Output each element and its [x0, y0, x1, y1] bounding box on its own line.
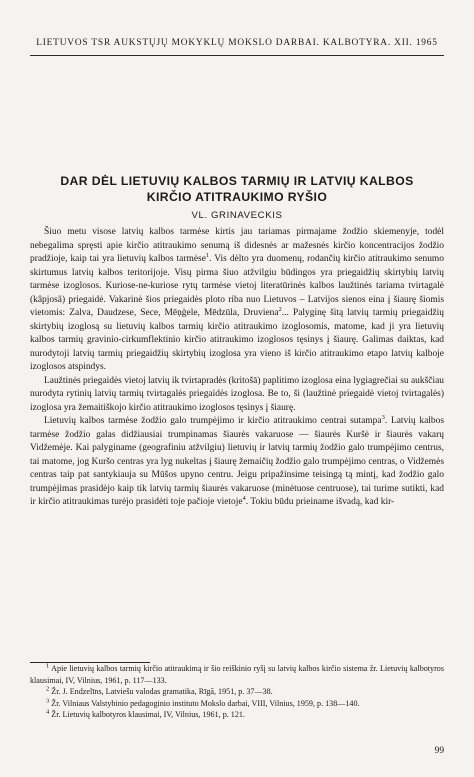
header-rule	[30, 55, 444, 56]
footnote-number: 1	[46, 662, 50, 670]
paragraph-2: Laužtinės priegaidės vietoj latvių ik tvirtapradės (kritošā) paplitimo izoglosa eina lygiagrečiai su aukščiau nurodyta rytinių latvių tarmių tvirtagalės priegaidės izoglosa. Be to, ši (laužtinė priegaidė vietoj tvirtagalės) izoglosa yra žemaitiškojo kirčio atitraukimo izoglosos tęsinys į šiaurę.	[30, 375, 444, 413]
footnote-number: 4	[46, 708, 50, 716]
footnote-ref-4: 4	[242, 494, 246, 502]
footnote	[30, 663, 444, 686]
running-head: LIETUVOS TSR AUKSTŲJŲ MOKYKLŲ MOKSLO DARBAI. KALBOTYRA. XII. 1965	[36, 38, 438, 48]
paragraph-text: ... Palyginę šitą latvių tarmių priegaidžių skirtybių izoglosą su lietuvių kalbos tarmių kirčio atitraukimo izoglosomis, matome, kad ji yra lietuvių kalbos tarmių gravinio-cirkumflektinio kirčio atitraukimo izoglosos tęsinys į šiaurę. Galimas daiktas, kad nurodytoji latvių tarmių priegaidžių skirtybių izoglosa yra vieno iš kirčio atitraukimo etapo latvių kalboje izoglosos atspindys.	[30, 308, 444, 372]
footnote-number: 2	[46, 685, 50, 693]
paragraph-text: . Vis dėlto yra duomenų, rodančių kirčio atitraukimo senumo skirtumus latvių kalbos teritorijoje. Visų pirma šiuo atžvilgiu būdingos yra priegaidžių skirtybių latvių tarmėse izoglosos. Kuriose-ne-kuriose rytų tarmėse vietoj literatūrinės kalbos laužtinės tariama tvirtagalė (kâpjosã) priegaidė. Vakarinė šios priegaidės ploto riba nuo Lietuvos – Latvijos sienos eina į šiaurę šiomis vietomis: Zalva, Daudzese, Sece, Mēņģele, Mēdzūla, Druviena	[30, 254, 444, 318]
title-line-2: KIRČIO ATITRAUKIMO RYŠIO	[146, 190, 328, 204]
author-name: VL. GRINAVECKIS	[191, 210, 283, 221]
footnote-text: Apie lietuvių kalbos tarmių kirčio atitraukimą ir šio reiškinio ryšį su latvių kalbos kirčio sistema žr. Lietuvių kalbotyros klausimai, IV, Vilnius, 1961, p. 117—133.	[30, 664, 444, 685]
paragraph-3	[30, 415, 444, 510]
footnote-ref-2: 2	[278, 305, 282, 313]
paragraph-text: . Tokiu būdu prieiname išvadą, kad kir-	[245, 497, 395, 507]
footnote	[30, 698, 444, 710]
footnote-text: Žr. Vilniaus Valstybinio pedagoginio instituto Mokslo darbai, VIII, Vilnius, 1959, p. 138—140.	[51, 698, 360, 708]
footnote	[30, 686, 444, 698]
title-line-1: DAR DĖL LIETUVIŲ KALBOS TARMIŲ IR LATVIŲ KALBOS	[60, 174, 414, 188]
article-title	[30, 173, 444, 205]
paragraph-text: Šiuo metu visose latvių kalbos tarmėse kirtis jau tariamas pirmajame žodžio skiemenyje, todėl nebegalima spręsti apie kirčio atitraukimo senumą iš didesnės ar mažesnės kirčio koncentracijos žodžio pradžioje, kaip tai yra lietuvių kalbos tarmėse	[30, 227, 444, 264]
footnote-text: Žr. J. Endzelīns, Latviešu valodas gramatika, Rīgā, 1951, p. 37—38.	[51, 687, 273, 697]
article-body	[30, 226, 444, 510]
footnote-ref-1: 1	[205, 251, 210, 259]
footnote-ref-3: 3	[381, 413, 385, 421]
paragraph-text: Lietuvių kalbos tarmėse žodžio galo trumpėjimo ir kirčio atitraukimo centrai sutampa	[44, 416, 382, 426]
footnote-number: 3	[46, 697, 50, 705]
footnote	[30, 709, 444, 721]
paragraph-text: . Latvių kalbos tarmėse žodžio galas didžiausiai trumpinamas šiaurės vakaruose — šiaurės Kuršė ir šiaurės vakarų Vidžemėje. Kai palyginame (geografiniu atžvilgiu) lietuvių ir latvių tarmių žodžio galo trumpėjimo centrus, tai matome, jog Kuršo centras yra lyg nukeltas į šiaurę žemaičių žodžio galo trumpėjimo centras, o Vidžemės centras taip pat santykiauja su Mūšos upyno centru. Jeigu pripažinsime teisingą tą mintį, kad žodžio galo trumpėjimas prasidėjo kaip tik latvių tarmių šiaurės vakaruose (minėtuose centruose), tai turime sutikti, kad ir kirčio atitraukimas turėjo prasidėti toje pačioje vietoje	[30, 416, 444, 507]
footnotes	[30, 663, 444, 721]
journal-page	[30, 0, 444, 777]
footnote-text: Žr. Lietuvių kalbotyros klausimai, IV, Vilnius, 1961, p. 121.	[51, 710, 245, 720]
page-number: 99	[434, 746, 444, 756]
paragraph-1	[30, 226, 444, 375]
